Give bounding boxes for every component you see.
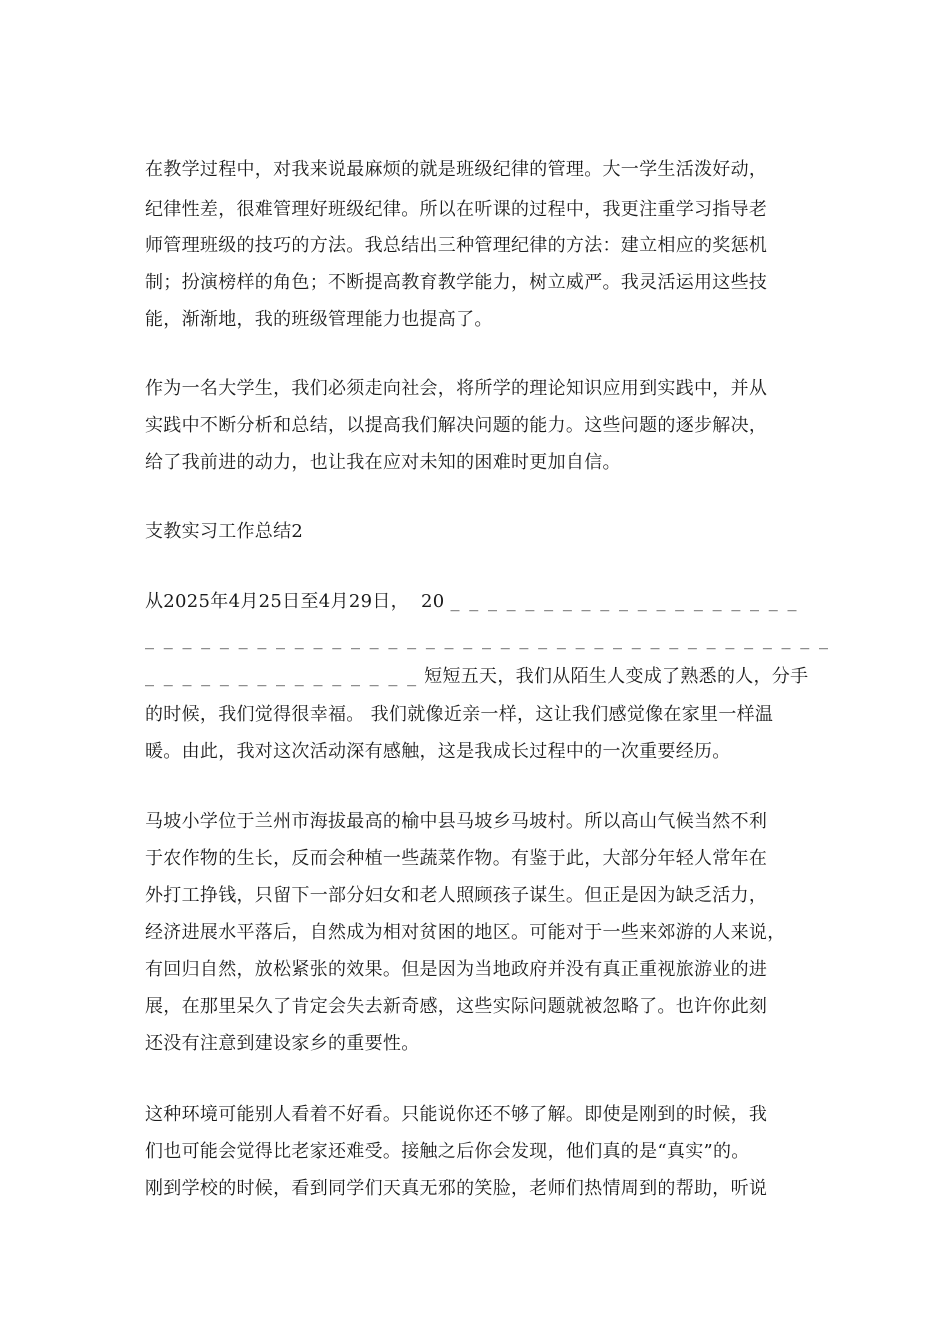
paragraph-4-line-4: 经济进展水平落后，自然成为相对贫困的地区。可能对于一些来郊游的人来说， — [145, 922, 786, 943]
paragraph-5-line-3: 刚到学校的时候，看到同学们天真无邪的笑脸，老师们热情周到的帮助，听说 — [145, 1178, 768, 1199]
paragraph-3-line-3 — [145, 665, 810, 689]
paragraph-1-line-1: 在教学过程中，对我来说最麻烦的就是班级纪律的管理。大一学生活泼好动， — [145, 159, 768, 180]
paragraph-5-line-1: 这种环境可能别人看着不好看。只能说你还不够了解。即使是刚到的时候，我 — [145, 1104, 768, 1125]
section-title: 支教实习工作总结2 — [145, 521, 304, 542]
paragraph-3-line-1 — [145, 590, 810, 614]
paragraph-4-line-3: 外打工挣钱，只留下一部分妇女和老人照顾孩子谋生。但正是因为缺乏活力， — [145, 885, 768, 906]
paragraph-3-line-4: 的时候，我们觉得很幸福。 我们就像近亲一样，这让我们感觉像在家里一样温 — [145, 704, 774, 725]
paragraph-4-line-7: 还没有注意到建设家乡的重要性。 — [145, 1033, 420, 1054]
paragraph-4-line-1: 马坡小学位于兰州市海拔最高的榆中县马坡乡马坡村。所以高山气候当然不利 — [145, 811, 768, 832]
paragraph-3-line-2: _ _ _ _ _ _ _ _ _ _ _ _ _ _ _ _ _ _ _ _ _ _ _ _ _ _ _ _ _ _ _ _ _ _ _ _ _ — [145, 629, 830, 650]
paragraph-1-line-5: 能，渐渐地，我的班级管理能力也提高了。 — [145, 309, 493, 330]
paragraph-3-line-5: 暖。由此，我对这次活动深有感触，这是我成长过程中的一次重要经历。 — [145, 741, 731, 762]
paragraph-1-line-3: 师管理班级的技巧的方法。我总结出三种管理纪律的方法：建立相应的奖惩机 — [145, 235, 768, 256]
paragraph-2-line-3: 给了我前进的动力，也让我在应对未知的困难时更加自信。 — [145, 452, 621, 473]
paragraph-4-line-6: 展，在那里呆久了肯定会失去新奇感，这些实际问题就被忽略了。也许你此刻 — [145, 996, 768, 1017]
blank-dashes: _ _ _ _ _ _ _ _ _ _ _ _ _ _ _ — [145, 666, 419, 687]
paragraph-1-line-4: 制；扮演榜样的角色；不断提高教育教学能力，树立威严。我灵活运用这些技 — [145, 272, 768, 293]
paragraph-4-line-2: 于农作物的生长，反而会种植一些蔬菜作物。有鉴于此，大部分年轻人常年在 — [145, 848, 768, 869]
paragraph-5-line-2: 们也可能会觉得比老家还难受。接触之后你会发现，他们真的是“真实”的。 — [145, 1141, 750, 1162]
date-range-text: 从2025年4月25日至4月29日， 20 — [145, 591, 451, 612]
blank-dashes: _ _ _ _ _ _ _ _ _ _ _ _ _ _ _ _ _ _ _ — [450, 591, 799, 612]
paragraph-4-line-5: 有回归自然，放松紧张的效果。但是因为当地政府并没有真正重视旅游业的进 — [145, 959, 768, 980]
paragraph-2-line-2: 实践中不断分析和总结，以提高我们解决问题的能力。这些问题的逐步解决， — [145, 415, 768, 436]
paragraph-1-line-2: 纪律性差，很难管理好班级纪律。所以在听课的过程中，我更注重学习指导老 — [145, 199, 768, 220]
paragraph-2-line-1: 作为一名大学生，我们必须走向社会，将所学的理论知识应用到实践中，并从 — [145, 378, 768, 399]
paragraph-3-text: 短短五天，我们从陌生人变成了熟悉的人，分手 — [424, 666, 809, 687]
